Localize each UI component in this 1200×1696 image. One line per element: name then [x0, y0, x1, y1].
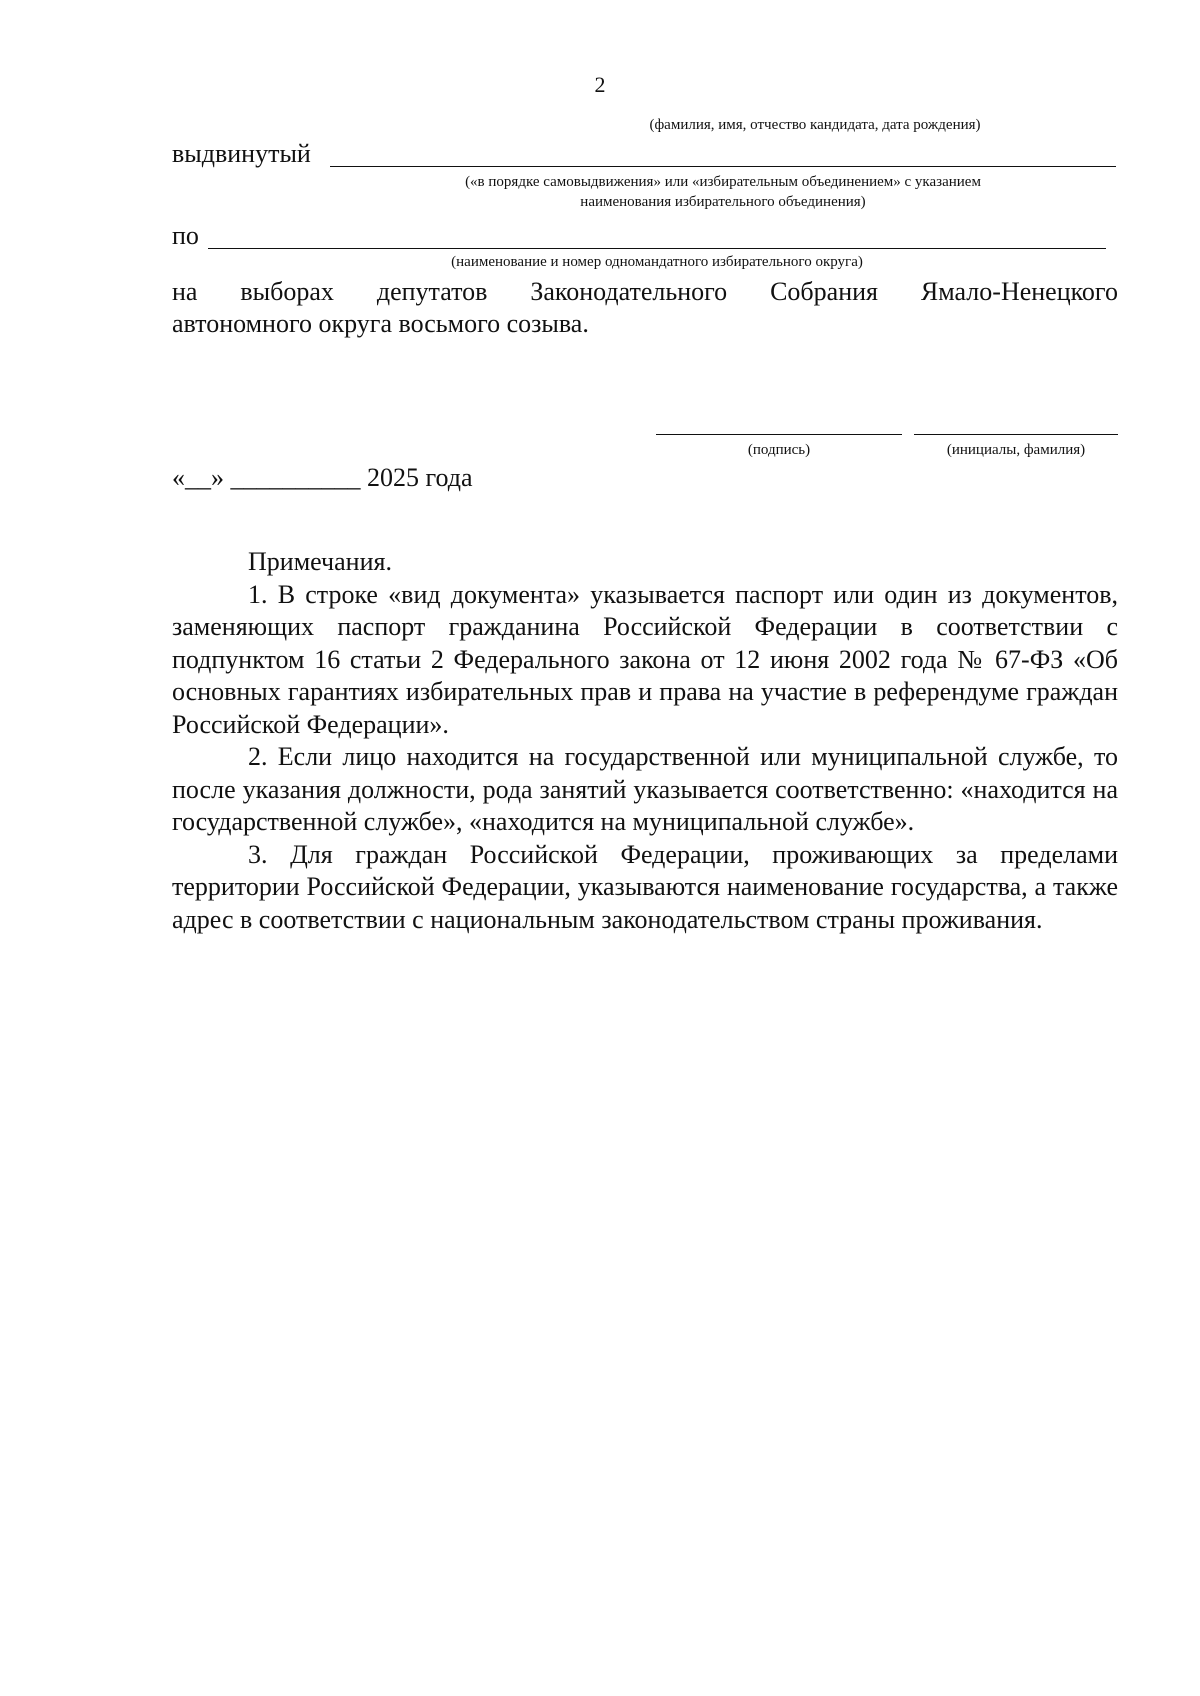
- district-label: по: [172, 221, 199, 250]
- district-hint: (наименование и номер одномандатного избирательного округа): [451, 254, 863, 270]
- election-word: Ямало-Ненецкого: [920, 277, 1118, 306]
- notes-section: [172, 546, 1118, 936]
- election-word: Собрания: [770, 277, 878, 306]
- nominated-blank-line[interactable]: [330, 166, 1116, 167]
- election-word: депутатов: [376, 277, 488, 306]
- initials-hint: (инициалы, фамилия): [946, 442, 1086, 458]
- nominated-hint-line2: наименования избирательного объединения): [580, 194, 866, 210]
- candidate-hint: (фамилия, имя, отчество кандидата, дата рождения): [649, 117, 981, 133]
- signature-line[interactable]: [656, 434, 902, 435]
- note-item: 2. Если лицо находится на государственной или муниципальной службе, то после указания должности, рода занятий указывается соответственно: «находится на государственной службе», «находится на муниципальной службе».: [172, 742, 1118, 836]
- election-line1: [172, 276, 1118, 308]
- note-item: 1. В строке «вид документа» указывается паспорт или один из документов, заменяющих паспорт гражданина Российской Федерации в соответствии с подпунктом 16 статьи 2 Федерального закона от 12 июня 2002 года № 67-ФЗ «Об основных гарантиях избирательных прав и права на участие в референдуме граждан Российской Федерации».: [172, 579, 1118, 739]
- election-word: на: [172, 277, 198, 306]
- notes-heading: Примечания.: [248, 547, 392, 576]
- date-line: «__» __________ 2025 года: [172, 463, 473, 492]
- page-number: 2: [594, 72, 606, 97]
- signature-hint: (подпись): [747, 442, 811, 458]
- note-item: 3. Для граждан Российской Федерации, проживающих за пределами территории Российской Федерации, указываются наименование государства, а также адрес в соответствии с национальным законодательством страны проживания.: [172, 839, 1118, 934]
- district-blank-line[interactable]: [208, 248, 1106, 249]
- election-line2: автономного округа восьмого созыва.: [172, 309, 589, 338]
- nominated-label: выдвинутый: [172, 139, 311, 168]
- initials-line[interactable]: [914, 434, 1118, 435]
- election-word: выборах: [240, 277, 334, 306]
- nominated-hint-line1: («в порядке самовыдвижения» или «избирательным объединением» с указанием: [465, 174, 981, 190]
- election-word: Законодательного: [530, 277, 728, 306]
